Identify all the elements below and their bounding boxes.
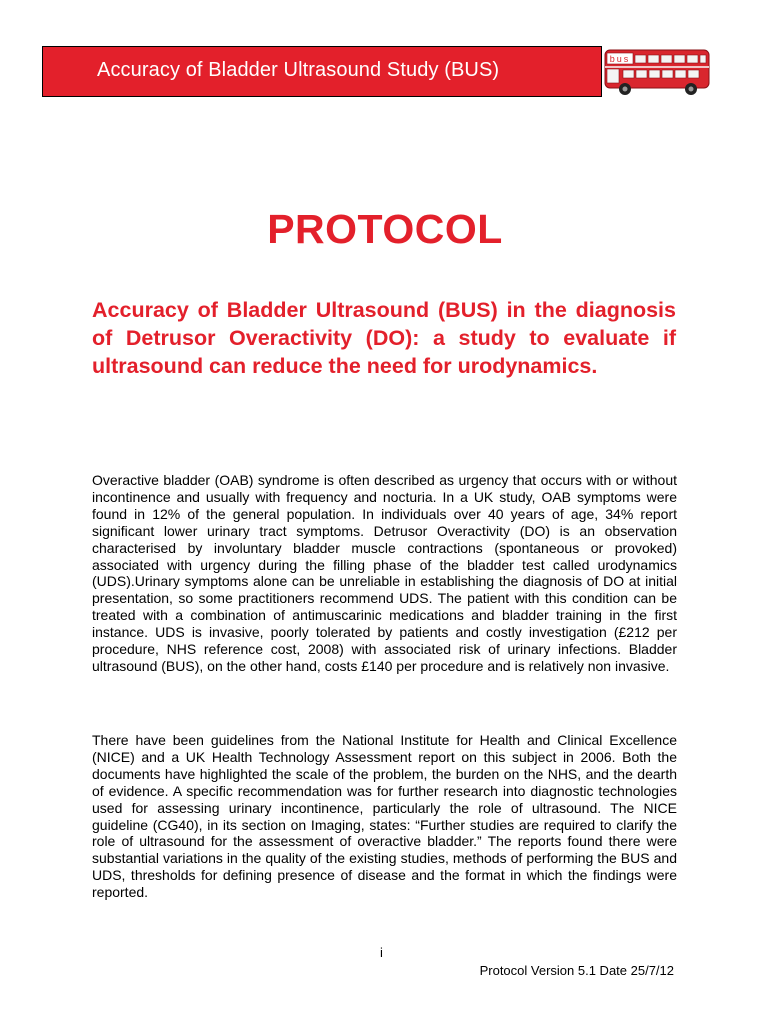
body-paragraph-1: Overactive bladder (OAB) syndrome is often described as urgency that occurs with or without incontinence and usually with frequency and nocturia. In a UK study, OAB symptoms were found in 12% of the general population. In individuals over 40 years of age, 34% report significant lower urinary tract symptoms. Detrusor Overactivity (DO) is an observation characterised by involuntary bladder muscle contractions (spontaneous or provoked) associated with urgency during the filling phase of the bladder test called urodynamics (UDS).Urinary symptoms alone can be unreliable in establishing the diagnosis of DO at initial presentation, so some practitioners recommend UDS. The patient with this condition can be treated with a combination of antimuscarinic medications and bladder training in the first instance. UDS is invasive, poorly tolerated by patients and costly investigation (£212 per procedure, NHS reference cost, 2008) with associated risk of urinary infections. Bladder ultrasound (BUS), on the other hand, costs £140 per procedure and is relatively non invasive. (92, 472, 677, 674)
header-banner (42, 46, 602, 97)
svg-text:bus: bus (609, 54, 631, 64)
footer-version: Protocol Version 5.1 Date 25/7/12 (479, 963, 674, 978)
page-number: i (380, 945, 383, 960)
document-title: PROTOCOL (267, 206, 503, 252)
bus-logo (603, 47, 713, 97)
banner-title: Accuracy of Bladder Ultrasound Study (BUS) (97, 59, 500, 81)
double-decker-bus-icon (603, 47, 713, 97)
document-subtitle: Accuracy of Bladder Ultrasound (BUS) in the diagnosis of Detrusor Overactivity (DO): a study to evaluate if ultrasound can reduce the need for urodynamics. (92, 298, 676, 378)
body-paragraph-2: There have been guidelines from the National Institute for Health and Clinical Excellence (NICE) and a UK Health Technology Assessment report on this subject in 2006. Both the documents have highlighted the scale of the problem, the burden on the NHS, and the dearth of evidence. A specific recommendation was for further research into diagnostic technologies used for assessing urinary incontinence, particularly the role of ultrasound. The NICE guideline (CG40), in its section on Imaging, states: “Further studies are required to clarify the role of ultrasound for the assessment of overactive bladder.” The reports found there were substantial variations in the quality of the existing studies, methods of performing the BUS and UDS, thresholds for defining presence of disease and the format in which the findings were reported. (92, 732, 677, 901)
